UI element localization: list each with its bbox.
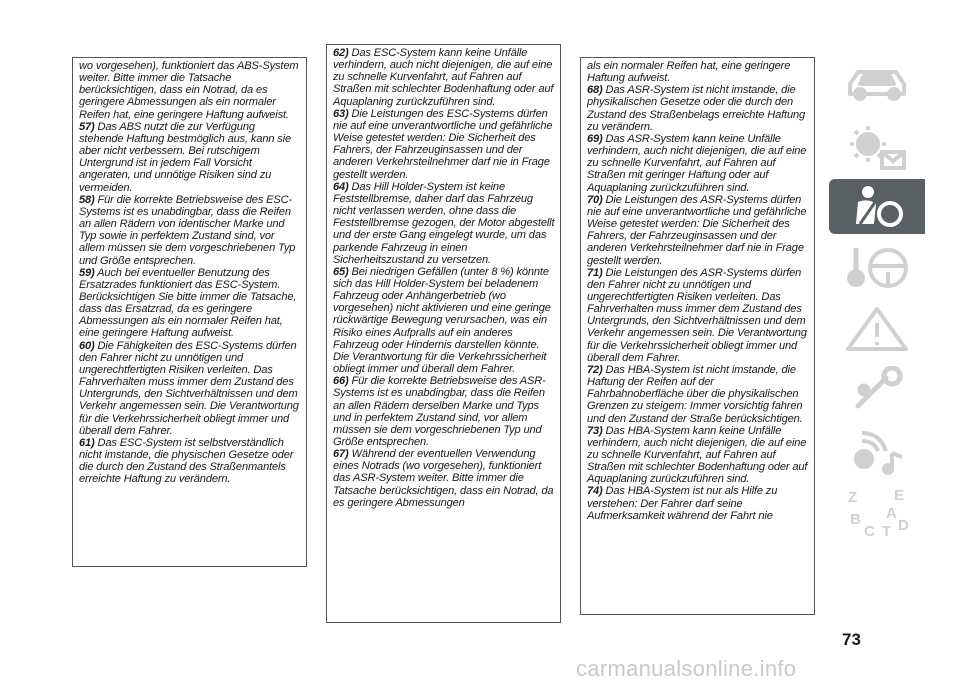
note-text: Auch bei eventueller Benutzung des Ersatzrades funktioniert das ESC-System. Berücksichtigen Sie bitte immer die Tatsache, dass das Ersatzrad, da es geringere Abmessungen als ein normaler Reifen hat, eine geringere Haftung aufweist. — [79, 266, 297, 340]
note-text: Für die korrekte Betriebsweise des ASR-Systems ist es unabdingbar, dass die Reifen an allen Rädern derselben Marke und Typs und in perfektem Zustand sind, vor allem müssen sie dem vorgeschriebenen Typ und Größe entsprechen. — [333, 375, 546, 448]
note-text: Während der eventuellen Verwendung eines Notrads (wo vorgesehen), funktioniert das ASR-System weiter. Bitte immer die Tatsache berücksichtigen, dass ein Notrad, da es geringere Abmessungen — [333, 448, 554, 509]
tab-start-drive[interactable] — [829, 240, 925, 295]
tab-emergency[interactable] — [829, 301, 925, 356]
note-text: Die Leistungen des ESC-Systems dürfen nie auf eine unverantwortliche und gefährliche Weise getestet werden: Die Sicherheit des Fahrers, der Fahrzeuginsassen und der anderen Verkehrsteilnehmer darf nie in Frage gestellt werden. — [333, 107, 553, 181]
key-steering-wheel-icon — [842, 244, 912, 292]
note-number: 68) — [587, 84, 603, 97]
note-text: Bei niedrigen Gefällen (unter 8 %) könnte sich das Hill Holder-System bei beladenem Fahrzeug oder Anhängerbetrieb (wo vorgesehen) nicht aktivieren und eine geringe rückwärtige Bewegung verursachen, was ein Risiko eines Aufpralls auf ein anderes Fahrzeug oder Hindernis darstellen könnte. Die Verantwortung für die Verkehrssicherheit obliegt immer und überall dem Fahrer. — [333, 265, 551, 376]
multimedia-icon — [842, 427, 912, 475]
note-text: Das ASR-System ist nicht imstande, die physikalischen Gesetze oder die durch den Zustand des Straßenbelags erreichte Haftung zu verändern. — [587, 84, 806, 133]
note-number: 73) — [587, 424, 603, 437]
note-number: 65) — [333, 265, 349, 278]
index-letter: E — [894, 486, 905, 504]
note-number: 64) — [333, 180, 349, 193]
note-text: wo vorgesehen), funktioniert das ABS-System weiter. Bitte immer die Tatsache berücksichtigen, dass ein Notrad, da es geringere Abmessungen als ein normaler Reifen hat, eine geringere Haftung aufweist. — [79, 60, 299, 121]
note-paragraph — [79, 267, 301, 340]
note-number: 58) — [79, 193, 95, 206]
tab-multimedia[interactable] — [829, 423, 925, 478]
note-number: 72) — [587, 363, 603, 376]
note-number: 62) — [333, 47, 349, 59]
index-letter: A — [886, 504, 897, 522]
warning-lights-icon — [842, 122, 912, 170]
tab-warning-lights[interactable] — [829, 118, 925, 173]
note-paragraph — [333, 47, 555, 108]
note-text: Das ASR-System kann keine Unfälle verhindern, auch nicht diejenigen, die auf eine zu schnelle Kurvenfahrt, auf Fahren auf Straßen mit geringer Haftung oder auf Aquaplaning zurückzuführen sind. — [587, 132, 807, 194]
chapter-sidebar — [829, 57, 925, 545]
index-letter: D — [898, 516, 909, 534]
note-text: Das HBA-System ist nur als Hilfe zu verstehen: Der Fahrer darf seine Aufmerksamkeit während der Fahrt nie — [587, 485, 778, 522]
note-paragraph — [333, 266, 555, 375]
note-paragraph — [79, 121, 301, 194]
note-paragraph — [79, 60, 301, 121]
note-text: Die Leistungen des ASR-Systems dürfen nie auf eine unverantwortliche und gefährliche Weise getestet werden: Die Sicherheit des Fahrers, der Fahrzeuginsassen und der anderen Verkehrsteilnehmer darf nie in Frage gestellt werden. — [587, 193, 807, 267]
tab-maintenance[interactable] — [829, 362, 925, 417]
note-paragraph — [333, 448, 555, 509]
index-letter: Z — [848, 488, 858, 506]
note-paragraph — [333, 375, 555, 448]
note-paragraph — [333, 108, 555, 181]
note-text: Das ABS nutzt die zur Verfügung stehende Haftung bestmöglich aus, kann sie aber nicht verbessern. Bei rutschigem Untergrund ist in jedem Fall Vorsicht angeraten, und unnötige Risiken sind zu vermeiden. — [79, 120, 292, 194]
wrench-icon — [842, 366, 912, 414]
note-text: Die Leistungen des ASR-Systems dürfen den Fahrer nicht zu unnötigen und ungerechtfertigten Risiken verleiten. Das Fahrverhalten muss immer dem Zustand des Untergrunds, den Sichtverhältnissen und dem Verkehr angemessen sein. Die Verantwortung für die Verkehrssicherheit obliegt immer und überall dem Fahrer. — [587, 266, 807, 364]
text-column-1 — [72, 57, 307, 567]
note-number: 59) — [79, 266, 95, 279]
note-text: Das HBA-System ist nicht imstande, die Haftung der Reifen auf der Fahrbahnoberfläche über die physikalischen Grenzen zu steigern: Immer vorsichtig fahren und den Zustand der Straße berücksichtigen. — [587, 363, 803, 425]
seatbelt-airbag-icon — [842, 184, 912, 230]
tab-vehicle[interactable] — [829, 57, 925, 112]
note-number: 67) — [333, 448, 349, 461]
note-number: 66) — [333, 375, 349, 388]
note-paragraph — [587, 133, 809, 194]
tab-index[interactable] — [829, 484, 925, 539]
warning-triangle-icon — [842, 305, 912, 353]
note-number: 60) — [79, 339, 95, 352]
note-paragraph — [587, 194, 809, 267]
note-text: Das Hill Holder-System ist keine Feststellbremse, daher darf das Fahrzeug nicht verlassen werden, ohne dass die Feststellbremse gezogen, der Motor abgestellt und der erste Gang eingelegt wurde, um das parkende Fahrzeug in einen Sicherheitszustand zu versetzen. — [333, 180, 555, 266]
tab-safety[interactable] — [829, 179, 925, 234]
car-icon — [842, 64, 912, 106]
text-column-3 — [580, 57, 815, 615]
index-letter: B — [850, 510, 861, 528]
note-paragraph — [79, 340, 301, 437]
index-letter: C — [864, 522, 875, 538]
note-paragraph — [333, 181, 555, 266]
note-number: 70) — [587, 193, 603, 206]
note-text: Für die korrekte Betriebsweise des ESC-Systems ist es unabdingbar, dass die Reifen an allen Rädern von identischer Marke und Typ sowie in perfektem Zustand sind, vor allem müssen sie dem vorgeschriebenen Typ und Größe entsprechen. — [79, 193, 296, 267]
note-number: 63) — [333, 107, 349, 120]
note-paragraph — [79, 194, 301, 267]
index-letter: T — [882, 522, 892, 538]
note-text: Das ESC-System ist selbstverständlich nicht imstande, die physischen Gesetze oder die durch den Zustand des Straßenmantels erreichte Haftung zu verändern. — [79, 436, 294, 486]
watermark: carmanualsonline.info — [576, 656, 797, 681]
note-paragraph — [587, 485, 809, 521]
note-paragraph — [587, 364, 809, 425]
note-text: Das ESC-System kann keine Unfälle verhindern, auch nicht diejenigen, die auf eine zu schnelle Kurvenfahrt, auf Fahren auf Straßen mit schlechter Bodenhaftung oder auf Aquaplaning zurückzuführen sind. — [333, 47, 554, 108]
note-text: Die Fähigkeiten des ESC-Systems dürfen den Fahrer nicht zu unnötigen und ungerechtfertigten Risiken verleiten. Das Fahrverhalten muss immer dem Zustand des Untergrunds, den Sichtverhältnissen und dem Verkehr angemessen sein. Die Verantwortung für die Verkehrssicherheit obliegt immer und überall dem Fahrer. — [79, 339, 299, 437]
note-number: 69) — [587, 132, 603, 145]
note-number: 71) — [587, 266, 603, 279]
alphabetical-index-icon — [842, 486, 912, 538]
note-paragraph — [587, 425, 809, 486]
note-number: 57) — [79, 120, 95, 133]
text-column-2 — [326, 44, 561, 623]
note-number: 61) — [79, 436, 95, 449]
note-text: als ein normaler Reifen hat, eine geringere Haftung aufweist. — [587, 60, 791, 85]
note-number: 74) — [587, 485, 603, 498]
note-paragraph — [587, 60, 809, 84]
note-paragraph — [587, 267, 809, 364]
note-paragraph — [79, 437, 301, 486]
note-text: Das HBA-System kann keine Unfälle verhindern, auch nicht diejenigen, die auf eine zu schnelle Kurvenfahrt, auf Fahren auf Straßen mit schlechter Bodenhaftung oder auf Aquaplaning zurückzuführen sind. — [587, 424, 808, 486]
note-paragraph — [587, 84, 809, 133]
page-number: 73 — [842, 630, 861, 649]
